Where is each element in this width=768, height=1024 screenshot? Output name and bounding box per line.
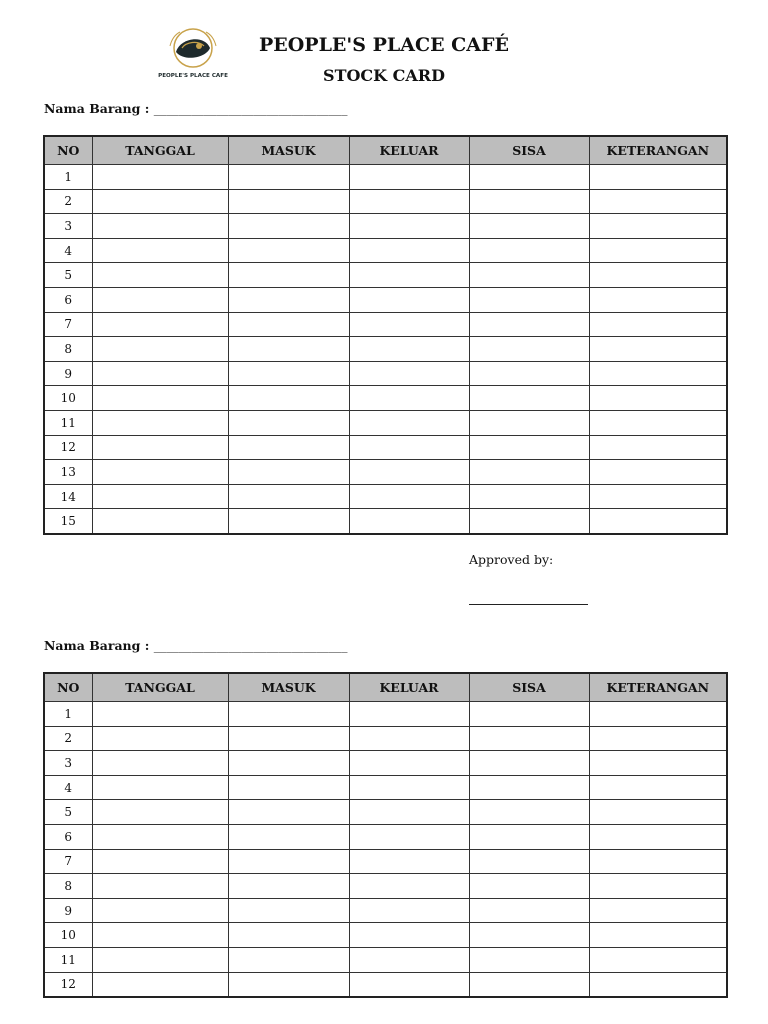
cell-tanggal[interactable] xyxy=(92,214,228,239)
cell-keterangan[interactable] xyxy=(589,824,727,849)
cell-keterangan[interactable] xyxy=(589,775,727,800)
cell-sisa[interactable] xyxy=(469,874,589,899)
cell-keluar[interactable] xyxy=(349,947,469,972)
cell-sisa[interactable] xyxy=(469,386,589,411)
cell-sisa[interactable] xyxy=(469,361,589,386)
cell-keterangan[interactable] xyxy=(589,874,727,899)
table-row xyxy=(44,410,727,435)
cell-masuk[interactable] xyxy=(228,484,349,509)
cell-tanggal[interactable] xyxy=(92,263,228,288)
cell-sisa[interactable] xyxy=(469,947,589,972)
item-name-field-1[interactable] xyxy=(44,101,347,116)
cell-masuk[interactable] xyxy=(228,165,349,190)
header-row xyxy=(44,673,727,702)
row-number: 8 xyxy=(44,337,92,362)
table-row xyxy=(44,460,727,485)
cell-tanggal[interactable] xyxy=(92,189,228,214)
cell-sisa[interactable] xyxy=(469,726,589,751)
cell-tanggal[interactable] xyxy=(92,238,228,263)
cell-sisa[interactable] xyxy=(469,214,589,239)
table-row xyxy=(44,923,727,948)
table-row xyxy=(44,726,727,751)
table-row xyxy=(44,509,727,534)
cell-sisa[interactable] xyxy=(469,702,589,727)
cell-sisa[interactable] xyxy=(469,824,589,849)
cell-keluar[interactable] xyxy=(349,460,469,485)
table-row xyxy=(44,361,727,386)
column-header-sisa: SISA xyxy=(469,673,589,702)
cell-sisa[interactable] xyxy=(469,923,589,948)
cell-sisa[interactable] xyxy=(469,410,589,435)
row-number: 1 xyxy=(44,702,92,727)
table-row xyxy=(44,800,727,825)
cell-masuk[interactable] xyxy=(228,947,349,972)
row-number: 15 xyxy=(44,509,92,534)
cell-sisa[interactable] xyxy=(469,898,589,923)
cell-tanggal[interactable] xyxy=(92,509,228,534)
cell-masuk[interactable] xyxy=(228,923,349,948)
cell-keluar[interactable] xyxy=(349,337,469,362)
column-header-masuk: MASUK xyxy=(228,136,349,165)
cell-keluar[interactable] xyxy=(349,898,469,923)
cell-masuk[interactable] xyxy=(228,898,349,923)
cell-tanggal[interactable] xyxy=(92,874,228,899)
cell-keterangan[interactable] xyxy=(589,165,727,190)
cell-keluar[interactable] xyxy=(349,509,469,534)
row-number: 12 xyxy=(44,972,92,997)
cell-keterangan[interactable] xyxy=(589,726,727,751)
cell-keterangan[interactable] xyxy=(589,386,727,411)
row-number: 5 xyxy=(44,800,92,825)
cell-keluar[interactable] xyxy=(349,361,469,386)
row-number: 3 xyxy=(44,751,92,776)
page-subtitle: STOCK CARD xyxy=(323,66,445,85)
cell-sisa[interactable] xyxy=(469,460,589,485)
column-header-masuk: MASUK xyxy=(228,673,349,702)
cell-sisa[interactable] xyxy=(469,263,589,288)
column-header-keterangan: KETERANGAN xyxy=(589,673,727,702)
cell-sisa[interactable] xyxy=(469,800,589,825)
item-name-line: _______________________________ xyxy=(153,101,348,116)
cell-tanggal[interactable] xyxy=(92,484,228,509)
cell-keluar[interactable] xyxy=(349,484,469,509)
cell-tanggal[interactable] xyxy=(92,751,228,776)
approved-by-label: Approved by: xyxy=(469,552,554,567)
item-name-field-2[interactable] xyxy=(44,638,347,653)
cell-keterangan[interactable] xyxy=(589,702,727,727)
cell-masuk[interactable] xyxy=(228,751,349,776)
cell-tanggal[interactable] xyxy=(92,165,228,190)
column-header-no: NO xyxy=(44,136,92,165)
cell-masuk[interactable] xyxy=(228,337,349,362)
column-header-no: NO xyxy=(44,673,92,702)
cell-keterangan[interactable] xyxy=(589,410,727,435)
table-row xyxy=(44,337,727,362)
cell-sisa[interactable] xyxy=(469,238,589,263)
cell-tanggal[interactable] xyxy=(92,337,228,362)
cell-sisa[interactable] xyxy=(469,189,589,214)
cell-masuk[interactable] xyxy=(228,410,349,435)
cell-keluar[interactable] xyxy=(349,824,469,849)
table-row xyxy=(44,287,727,312)
table-row xyxy=(44,435,727,460)
cell-masuk[interactable] xyxy=(228,849,349,874)
table-row xyxy=(44,263,727,288)
cell-tanggal[interactable] xyxy=(92,361,228,386)
cell-tanggal[interactable] xyxy=(92,410,228,435)
item-name-label: Nama Barang : xyxy=(44,638,150,653)
cell-masuk[interactable] xyxy=(228,726,349,751)
column-header-keluar: KELUAR xyxy=(349,136,469,165)
stock-table-2 xyxy=(43,672,728,998)
table-row xyxy=(44,484,727,509)
column-header-keluar: KELUAR xyxy=(349,673,469,702)
table-row xyxy=(44,947,727,972)
cell-sisa[interactable] xyxy=(469,484,589,509)
cell-keluar[interactable] xyxy=(349,775,469,800)
cell-masuk[interactable] xyxy=(228,312,349,337)
cell-tanggal[interactable] xyxy=(92,775,228,800)
cell-masuk[interactable] xyxy=(228,775,349,800)
cell-masuk[interactable] xyxy=(228,238,349,263)
cell-masuk[interactable] xyxy=(228,361,349,386)
cell-tanggal[interactable] xyxy=(92,435,228,460)
cell-tanggal[interactable] xyxy=(92,923,228,948)
table-row xyxy=(44,824,727,849)
row-number: 6 xyxy=(44,824,92,849)
table-row xyxy=(44,849,727,874)
cell-masuk[interactable] xyxy=(228,287,349,312)
row-number: 3 xyxy=(44,214,92,239)
row-number: 2 xyxy=(44,726,92,751)
cell-sisa[interactable] xyxy=(469,509,589,534)
cell-keluar[interactable] xyxy=(349,263,469,288)
cell-tanggal[interactable] xyxy=(92,726,228,751)
item-name-line: _______________________________ xyxy=(153,638,348,653)
cell-keluar[interactable] xyxy=(349,165,469,190)
row-number: 8 xyxy=(44,874,92,899)
cell-keterangan[interactable] xyxy=(589,849,727,874)
cell-keluar[interactable] xyxy=(349,751,469,776)
cell-keterangan[interactable] xyxy=(589,361,727,386)
cell-masuk[interactable] xyxy=(228,435,349,460)
cell-keluar[interactable] xyxy=(349,238,469,263)
cell-keterangan[interactable] xyxy=(589,460,727,485)
cell-tanggal[interactable] xyxy=(92,972,228,997)
table-row xyxy=(44,238,727,263)
cell-masuk[interactable] xyxy=(228,874,349,899)
cell-tanggal[interactable] xyxy=(92,702,228,727)
column-header-tanggal: TANGGAL xyxy=(92,136,228,165)
row-number: 12 xyxy=(44,435,92,460)
cell-keterangan[interactable] xyxy=(589,923,727,948)
cell-tanggal[interactable] xyxy=(92,800,228,825)
cell-keluar[interactable] xyxy=(349,702,469,727)
cell-masuk[interactable] xyxy=(228,214,349,239)
cell-masuk[interactable] xyxy=(228,460,349,485)
row-number: 10 xyxy=(44,923,92,948)
table-row xyxy=(44,898,727,923)
cell-masuk[interactable] xyxy=(228,972,349,997)
cell-keluar[interactable] xyxy=(349,435,469,460)
row-number: 2 xyxy=(44,189,92,214)
cell-sisa[interactable] xyxy=(469,751,589,776)
row-number: 11 xyxy=(44,947,92,972)
cell-sisa[interactable] xyxy=(469,435,589,460)
row-number: 10 xyxy=(44,386,92,411)
cell-keluar[interactable] xyxy=(349,874,469,899)
cell-sisa[interactable] xyxy=(469,287,589,312)
table-row xyxy=(44,165,727,190)
cell-keluar[interactable] xyxy=(349,214,469,239)
column-header-keterangan: KETERANGAN xyxy=(589,136,727,165)
cell-masuk[interactable] xyxy=(228,824,349,849)
cell-keterangan[interactable] xyxy=(589,238,727,263)
cell-tanggal[interactable] xyxy=(92,312,228,337)
cell-keluar[interactable] xyxy=(349,849,469,874)
table-row xyxy=(44,702,727,727)
cell-tanggal[interactable] xyxy=(92,287,228,312)
cell-sisa[interactable] xyxy=(469,972,589,997)
row-number: 9 xyxy=(44,898,92,923)
cell-sisa[interactable] xyxy=(469,165,589,190)
cell-masuk[interactable] xyxy=(228,386,349,411)
cell-keterangan[interactable] xyxy=(589,484,727,509)
cell-tanggal[interactable] xyxy=(92,460,228,485)
column-header-tanggal: TANGGAL xyxy=(92,673,228,702)
cell-keterangan[interactable] xyxy=(589,263,727,288)
table-row xyxy=(44,214,727,239)
cell-keterangan[interactable] xyxy=(589,312,727,337)
cell-tanggal[interactable] xyxy=(92,386,228,411)
cell-keluar[interactable] xyxy=(349,972,469,997)
cell-tanggal[interactable] xyxy=(92,824,228,849)
table-row xyxy=(44,874,727,899)
cell-sisa[interactable] xyxy=(469,312,589,337)
cell-keterangan[interactable] xyxy=(589,898,727,923)
column-header-sisa: SISA xyxy=(469,136,589,165)
row-number: 5 xyxy=(44,263,92,288)
cell-masuk[interactable] xyxy=(228,263,349,288)
logo-text: PEOPLE'S PLACE CAFE xyxy=(158,73,228,79)
cell-keterangan[interactable] xyxy=(589,435,727,460)
row-number: 9 xyxy=(44,361,92,386)
table-row xyxy=(44,312,727,337)
row-number: 4 xyxy=(44,238,92,263)
cell-keterangan[interactable] xyxy=(589,214,727,239)
table-row xyxy=(44,189,727,214)
cell-tanggal[interactable] xyxy=(92,849,228,874)
row-number: 11 xyxy=(44,410,92,435)
table-row xyxy=(44,775,727,800)
cell-masuk[interactable] xyxy=(228,189,349,214)
cell-sisa[interactable] xyxy=(469,849,589,874)
table-row xyxy=(44,751,727,776)
table-row xyxy=(44,386,727,411)
cell-keterangan[interactable] xyxy=(589,509,727,534)
cell-keterangan[interactable] xyxy=(589,751,727,776)
cell-keluar[interactable] xyxy=(349,923,469,948)
cell-keluar[interactable] xyxy=(349,287,469,312)
cell-masuk[interactable] xyxy=(228,702,349,727)
row-number: 7 xyxy=(44,312,92,337)
signature-line xyxy=(469,604,588,605)
cell-keluar[interactable] xyxy=(349,726,469,751)
cell-keterangan[interactable] xyxy=(589,337,727,362)
cell-keterangan[interactable] xyxy=(589,947,727,972)
cafe-logo xyxy=(158,28,228,86)
table-row xyxy=(44,972,727,997)
page-title: PEOPLE'S PLACE CAFÉ xyxy=(258,34,510,56)
row-number: 7 xyxy=(44,849,92,874)
row-number: 6 xyxy=(44,287,92,312)
row-number: 1 xyxy=(44,165,92,190)
cell-tanggal[interactable] xyxy=(92,898,228,923)
row-number: 13 xyxy=(44,460,92,485)
row-number: 4 xyxy=(44,775,92,800)
cell-keluar[interactable] xyxy=(349,386,469,411)
header-row xyxy=(44,136,727,165)
cell-keluar[interactable] xyxy=(349,189,469,214)
cell-keterangan[interactable] xyxy=(589,287,727,312)
cell-sisa[interactable] xyxy=(469,775,589,800)
item-name-label: Nama Barang : xyxy=(44,101,150,116)
cell-keluar[interactable] xyxy=(349,800,469,825)
cell-keterangan[interactable] xyxy=(589,972,727,997)
cell-keterangan[interactable] xyxy=(589,189,727,214)
cell-masuk[interactable] xyxy=(228,800,349,825)
cell-sisa[interactable] xyxy=(469,337,589,362)
cell-tanggal[interactable] xyxy=(92,947,228,972)
cell-keluar[interactable] xyxy=(349,312,469,337)
cell-masuk[interactable] xyxy=(228,509,349,534)
stock-table-1 xyxy=(43,135,728,535)
row-number: 14 xyxy=(44,484,92,509)
cell-keterangan[interactable] xyxy=(589,800,727,825)
cell-keluar[interactable] xyxy=(349,410,469,435)
